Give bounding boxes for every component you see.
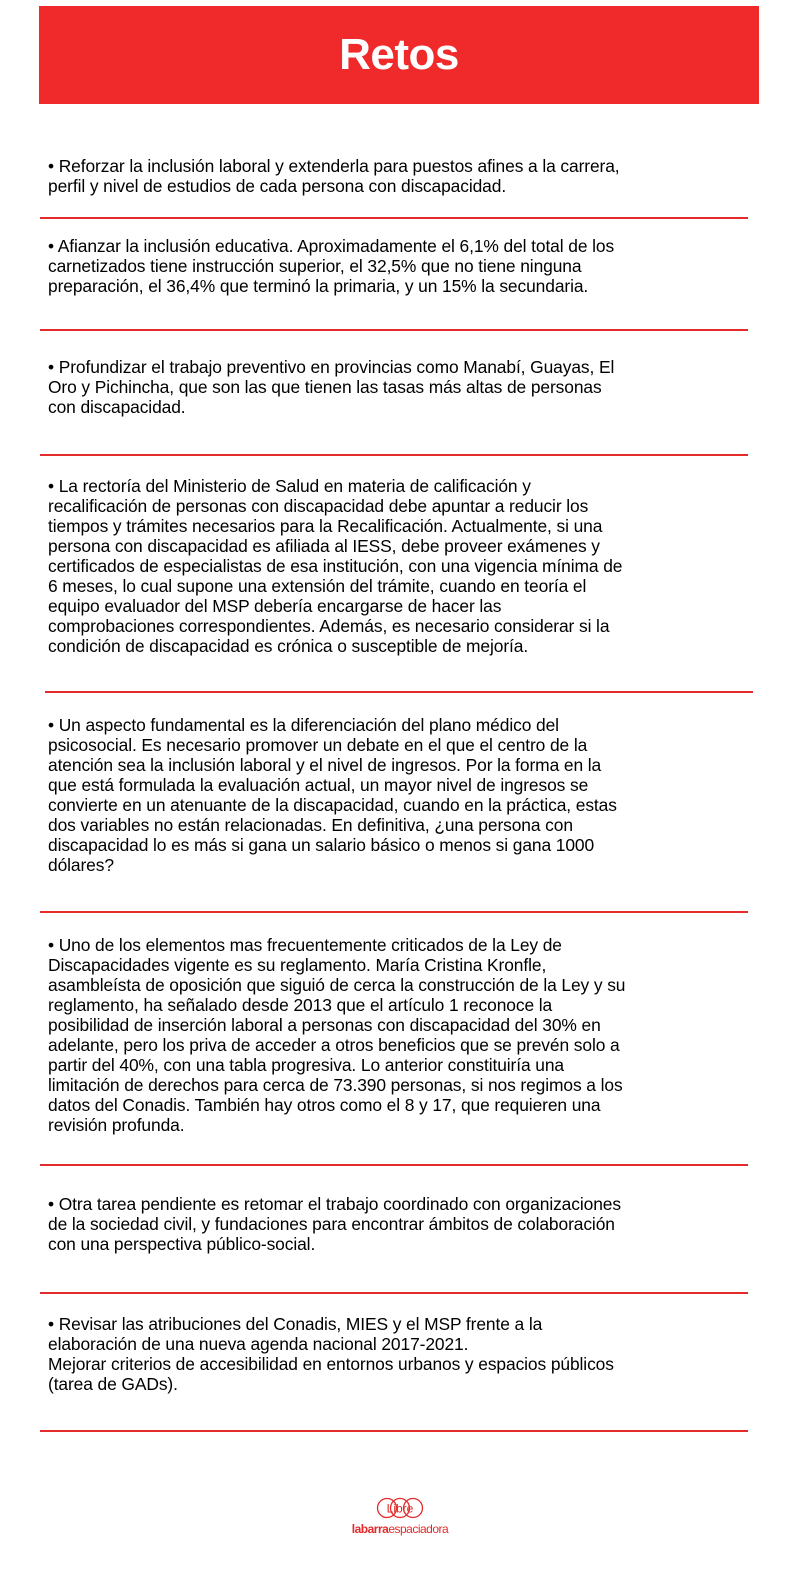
divider [45,691,753,693]
page-title: Retos [339,30,459,79]
logo-word-1: labarra [351,1522,389,1536]
list-item: • La rectoría del Ministerio de Salud en materia de calificación y recalificación de personas con discapacidad debe apuntar a reducir los tiempos y trámites necesarios para la Recalificación. Actualmente, si una persona con discapacidad es afiliada al IESS, debe proveer exámenes y certificados de especialistas de esa institución, con una vigencia mínima de 6 meses, lo cual supone una extensión del trámite, cuando en teoría el equipo evaluador del MSP debería encargarse de hacer las comprobaciones correspondientes. Además, es necesario considerar si la condición de discapacidad es crónica o susceptible de mejoría. [48,476,623,656]
list-item: • Afianzar la inclusión educativa. Aproximadamente el 6,1% del total de los carnetizados tiene instrucción superior, el 32,5% que no tiene ninguna preparación, el 36,4% que terminó la primaria, y un 15% la secundaria. [48,236,615,296]
divider [40,454,748,456]
list-item: • Uno de los elementos mas frecuentemente criticados de la Ley de Discapacidades vigente es su reglamento. María Cristina Kronfle, asambleísta de oposición que siguió de cerca la construcción de la Ley y su reglamento, ha señalado desde 2013 que el artículo 1 reconoce la posibilidad de inserción laboral a personas con discapacidad del 30% en adelante, pero los priva de acceder a otros beneficios que se prevén solo a partir del 40%, con una tabla progresiva. Lo anterior constituiría una limitación de derechos para cerca de 73.390 personas, si nos regimos a los datos del Conadis. También hay otros como el 8 y 17, que requieren una revisión profunda. [48,935,626,1135]
divider [40,1430,748,1432]
brand-logo [338,1496,462,1542]
libre-logo-icon [370,1496,430,1522]
list-item: • Otra tarea pendiente es retomar el trabajo coordinado con organizaciones de la sociedad civil, y fundaciones para encontrar ámbitos de colaboración con una perspectiva público-social. [48,1194,621,1254]
divider [40,329,748,331]
list-item: • Un aspecto fundamental es la diferenciación del plano médico del psicosocial. Es necesario promover un debate en el que el centro de la atención sea la inclusión laboral y el nivel de ingresos. Por la forma en la que está formulada la evaluación actual, un mayor nivel de ingresos se convierte en un atenuante de la discapacidad, cuando en la práctica, estas dos variables no están relacionadas. En definitiva, ¿una persona con discapacidad lo es más si gana un salario básico o menos si gana 1000 dólares? [48,715,617,875]
list-item: • Profundizar el trabajo preventivo en provincias como Manabí, Guayas, El Oro y Pichincha, que son las que tienen las tasas más altas de personas con discapacidad. [48,357,615,417]
logo-wordmark [338,1522,462,1536]
divider [40,217,748,219]
logo-mark-text: Libre [386,1501,414,1516]
header-banner [39,6,759,104]
list-item: • Reforzar la inclusión laboral y extenderla para puestos afines a la carrera, perfil y nivel de estudios de cada persona con discapacidad. [48,156,620,196]
logo-word-2: espaciadora [388,1522,449,1536]
divider [40,1292,748,1294]
divider [40,1164,748,1166]
divider [40,911,748,913]
list-item: • Revisar las atribuciones del Conadis, MIES y el MSP frente a la elaboración de una nueva agenda nacional 2017-2021. Mejorar criterios de accesibilidad en entornos urbanos y espacios públicos (tarea de GADs). [48,1314,614,1394]
